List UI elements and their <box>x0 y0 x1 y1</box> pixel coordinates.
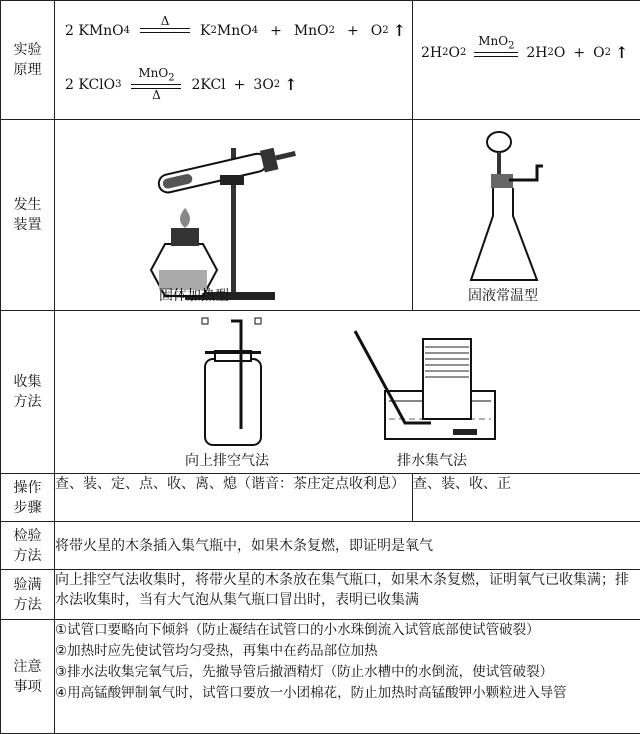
eq-text: 2KCl <box>191 75 225 95</box>
test-tube <box>157 143 298 196</box>
eq-text: 2 KMnO <box>65 21 124 41</box>
eq-text: O <box>593 43 604 63</box>
eq-sub: 2 <box>168 72 174 83</box>
label-notes <box>1 620 55 734</box>
reaction-condition <box>140 15 190 46</box>
condition-catalyst <box>138 67 174 84</box>
notes-list <box>55 620 640 734</box>
row-full <box>1 570 640 620</box>
solid-heating-apparatus-illustration <box>55 120 413 310</box>
eq-sub: 2 <box>442 43 448 63</box>
row-collect <box>1 311 640 474</box>
eq-sub: 4 <box>124 21 130 41</box>
row-principle <box>1 1 640 120</box>
label-line: 步骤 <box>1 498 54 518</box>
eq-sub: 2 <box>460 43 466 63</box>
label-line: 检验 <box>1 526 54 546</box>
caption-solid-liquid: 固液常温型 <box>468 286 538 306</box>
collection-illustrations <box>55 311 640 473</box>
gas-arrow-icon: ↑ <box>615 43 628 63</box>
eq-sub: 2 <box>211 21 217 41</box>
label-line: 注意 <box>1 657 54 677</box>
gas-jar-upward-icon <box>202 318 261 445</box>
caption-upward-air: 向上排空气法 <box>185 451 269 471</box>
alcohol-lamp-icon <box>151 208 217 296</box>
note-item: ②加热时应先使试管均匀受热，再集中在药品部位加热 <box>55 641 640 662</box>
eq-text: 3O <box>253 75 273 95</box>
reaction-condition <box>474 35 518 70</box>
funnel-stem <box>497 152 501 176</box>
label-line: 发生 <box>1 195 54 215</box>
eq-sub: 2 <box>274 75 280 95</box>
eq-plus: + <box>347 21 359 41</box>
reaction-condition <box>131 67 181 102</box>
row-steps <box>1 474 640 522</box>
caption-solid-heating: 固体加热型 <box>159 286 229 306</box>
condition-heat: Δ <box>152 89 161 102</box>
cell-collection-methods <box>55 311 640 474</box>
equation-kmno4 <box>65 15 406 46</box>
label-steps <box>1 474 55 522</box>
separatory-funnel-icon <box>487 132 511 152</box>
eq-text: MnO <box>478 34 508 48</box>
label-line: 方法 <box>1 392 54 412</box>
eq-sub: 2 <box>508 40 514 51</box>
eq-plus: + <box>234 75 246 95</box>
eq-sub: 2 <box>329 21 335 41</box>
eq-sub: 3 <box>115 75 121 95</box>
conical-flask-icon <box>471 188 537 280</box>
test-method-text: 将带火星的木条插入集气瓶中，如果木条复燃，即证明是氧气 <box>55 522 640 570</box>
note-item: ③排水法收集完氧气后，先撤导管后撤酒精灯（防止水槽中的水倒流，使试管破裂） <box>55 662 640 683</box>
clamp <box>220 175 244 185</box>
row-test <box>1 522 640 570</box>
eq-sub: 4 <box>252 21 258 41</box>
cell-liquid-equation <box>413 1 640 120</box>
equation-kclo3 <box>65 67 298 102</box>
cell-solid-liquid-apparatus <box>413 120 640 311</box>
cell-solid-heating-apparatus <box>55 120 413 311</box>
label-line: 方法 <box>1 595 54 615</box>
equation-h2o2 <box>421 35 628 70</box>
eq-text: 2 KClO <box>65 75 115 95</box>
label-line: 方法 <box>1 546 54 566</box>
label-line: 事项 <box>1 677 54 697</box>
eq-text: MnO <box>138 66 168 80</box>
caption-water-displacement: 排水集气法 <box>397 451 467 471</box>
label-line: 收集 <box>1 372 54 392</box>
eq-sub: 2 <box>547 43 553 63</box>
eq-sub: 2 <box>605 43 611 63</box>
eq-text: 2H <box>526 43 547 63</box>
condition-heat: Δ <box>161 15 170 28</box>
label-principle <box>1 1 55 120</box>
note-item: ④用高锰酸钾制氧气时，试管口要放一小团棉花，防止加热时高锰酸钾小颗粒进入导管 <box>55 683 640 704</box>
steps-liquid-text: 查、装、收、正 <box>413 474 640 522</box>
note-item: ①试管口要略向下倾斜（防止凝结在试管口的小水珠倒流入试管底部使试管破裂） <box>55 620 640 641</box>
label-full <box>1 570 55 620</box>
full-check-text: 向上排空气法收集时，将带火星的木条放在集气瓶口，如果木条复燃，证明氧气已收集满；排水法收集时，当有大气泡从集气瓶口冒出时，表明已收集满 <box>55 570 640 620</box>
water-trough-icon <box>355 331 495 439</box>
equals-bar <box>474 52 518 57</box>
eq-plus: + <box>573 43 585 63</box>
eq-sub: 2 <box>382 21 388 41</box>
row-notes <box>1 620 640 734</box>
row-device <box>1 120 640 311</box>
eq-text: O <box>371 21 382 41</box>
condition-catalyst <box>478 35 514 52</box>
gas-arrow-icon: ↑ <box>284 75 297 95</box>
label-test <box>1 522 55 570</box>
eq-text: 2H <box>421 43 442 63</box>
steps-solid-text: 查、装、定、点、收、离、熄（谐音：茶庄定点收利息） <box>55 474 413 522</box>
label-line: 装置 <box>1 215 54 235</box>
label-line: 实验 <box>1 40 54 60</box>
label-collect <box>1 311 55 474</box>
label-line: 操作 <box>1 478 54 498</box>
eq-text: O <box>554 43 565 63</box>
eq-text: MnO <box>217 21 252 41</box>
delivery-tube <box>509 166 543 180</box>
label-line: 验满 <box>1 575 54 595</box>
label-device <box>1 120 55 311</box>
label-line: 原理 <box>1 60 54 80</box>
eq-text: O <box>449 43 460 63</box>
equals-bar <box>140 28 190 33</box>
erlenmeyer-flask-illustration <box>413 120 640 310</box>
eq-text: K <box>200 21 210 41</box>
eq-text: MnO <box>294 21 329 41</box>
eq-plus: + <box>270 21 282 41</box>
cell-solid-equations <box>55 1 413 120</box>
gas-arrow-icon: ↑ <box>393 21 406 41</box>
